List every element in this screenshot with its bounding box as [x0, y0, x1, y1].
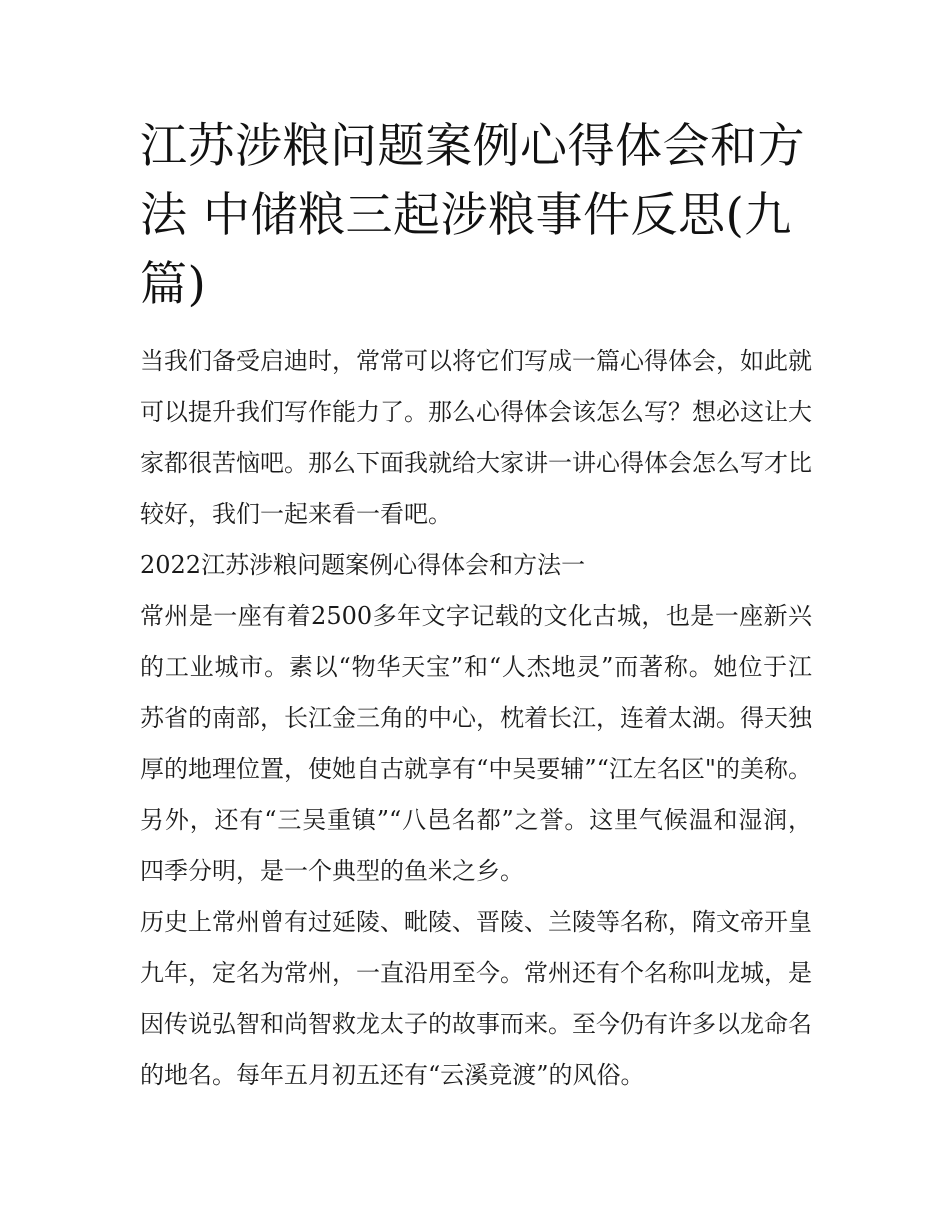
intro-paragraph: 当我们备受启迪时，常常可以将它们写成一篇心得体会，如此就可以提升我们写作能力了。那么心得体会该怎么写？想必这让大家都很苦恼吧。那么下面我就给大家讲一讲心得体会怎么写才比较好，我们一起来看一看吧。 — [140, 347, 812, 528]
document-content — [140, 112, 812, 1101]
body-paragraph-1: 常州是一座有着2500多年文字记载的文化古城，也是一座新兴的工业城市。素以“物华天宝”和“人杰地灵”而著称。她位于江苏省的南部，长江金三角的中心，枕着长江，连着太湖。得天独厚的地理位置，使她自古就享有“中吴要辅”“江左名区"的美称。另外，还有“三吴重镇”“八邑名都”之誉。这里气候温和湿润，四季分明，是一个典型的鱼米之乡。 — [140, 602, 812, 885]
document-title: 江苏涉粮问题案例心得体会和方法 中储粮三起涉粮事件反思(九篇) — [140, 119, 805, 312]
body-paragraph-2: 历史上常州曾有过延陵、毗陵、晋陵、兰陵等名称，隋文帝开皇九年，定名为常州，一直沿用至今。常州还有个名称叫龙城，是因传说弘智和尚智救龙太子的故事而来。至今仍有许多以龙命名的地名。每年五月初五还有“云溪竞渡”的风俗。 — [140, 908, 812, 1089]
section-heading: 2022江苏涉粮问题案例心得体会和方法一 — [140, 551, 586, 579]
